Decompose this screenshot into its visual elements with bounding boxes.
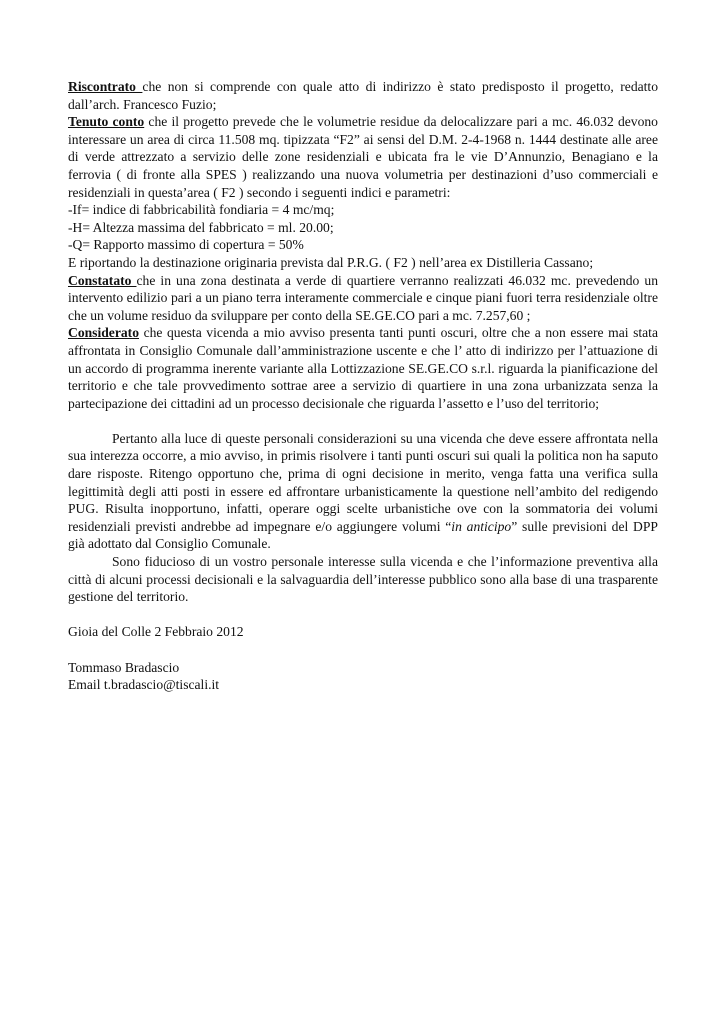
paragraph-constatato — [68, 272, 658, 325]
text-riscontrato: che non si comprende con quale atto di indirizzo è stato predisposto il progetto, redatto dall’arch. Francesco Fuzio; — [68, 79, 658, 112]
signature-name: Tommaso Bradascio — [68, 659, 180, 675]
parameter-h: -H= Altezza massima del fabbricato = ml. 20.00; — [68, 219, 334, 235]
spacer — [68, 606, 658, 624]
parameter-q: -Q= Rapporto massimo di copertura = 50% — [68, 237, 304, 253]
parameter-if: -If= indice di fabbricabilità fondiaria = 4 mc/mq; — [68, 202, 335, 218]
paragraph-riscontrato — [68, 78, 658, 113]
date-line: Gioia del Colle 2 Febbraio 2012 — [68, 624, 244, 640]
text-constatato: che in una zona destinata a verde di quartiere verranno realizzati 46.032 mc. prevedendo un intervento edilizio pari a un piano terra interamente commerciale e cinque piani fuori terra residenziale oltre che un volume residuo da sviluppare per conto della SE.GE.CO pari a mc. 7.257,60 ; — [68, 272, 658, 323]
paragraph-fiducioso: Sono fiducioso di un vostro personale interesse sulla vicenda e che l’informazione preventiva alla città di alcuni processi decisionali e la salvaguardia dell’interesse pubblico sono alla base di una trasparente gestione del territorio. — [68, 554, 658, 605]
text-tenuto-conto: che il progetto prevede che le volumetrie residue da delocalizzare pari a mc. 46.032 devono interessare un area di circa 11.508 mq. tipizzata “F2” ai sensi del D.M. 2-4-1968 n. 1444 destinate alle aree di verde attrezzato a servizio delle zone residenziali e ubicata fra le vie D’Annunzio, Benagiano e la ferrovia ( di fronte alla SPES ) realizzando una nuova volumetria per destinazioni d’uso commerciali e residenziali in questa’area ( F2 ) secondo i seguenti indici e parametri: — [68, 114, 658, 200]
spacer — [68, 641, 658, 659]
label-considerato: Considerato — [68, 325, 139, 341]
paragraph-pertanto — [68, 430, 658, 553]
text-considerato: che questa vicenda a mio avviso presenta tanti punti oscuri, oltre che a non essere mai stata affrontata in Consiglio Comunale dall’amministrazione uscente e che l’ atto di indirizzo per l’attuazione di un accordo di programma inerente variante alla Lottizzazione SE.GE.CO s.r.l. riguarda la pianificazione del territorio e che tale provvedimento sottrae aree a servizio di quartiere in una zona urbanizzata senza la partecipazione dei cittadini ad un processo decisionale che riguarda l’assetto e l’uso del territorio; — [68, 325, 658, 411]
text-pertanto-italic: in anticipo — [451, 518, 512, 534]
paragraph-tenuto-conto — [68, 113, 658, 201]
label-riscontrato: Riscontrato — [68, 79, 143, 94]
signature-email: Email t.bradascio@tiscali.it — [68, 677, 220, 693]
text-pertanto-before: Pertanto alla luce di queste personali considerazioni su una vicenda che deve essere affrontata nella sua interezza occorre, a mio avviso, in primis risolvere i tanti punti oscuri sui quali la politica non ha saputo dare risposte. Ritengo opportuno che, prima di ogni decisione in merito, venga fatta una verifica sulla legittimità degli atti posti in essere ed affrontare urbanisticamente la questione nell’ambito del redigendo PUG. Risulta inopportuno, infatti, operare oggi scelte urbanistiche ove con la sommatoria dei volumi residenziali previsti andrebbe ad impegnare e/o aggiungere volumi “ — [68, 430, 658, 534]
spacer — [68, 412, 658, 430]
label-tenuto-conto: Tenuto conto — [68, 114, 145, 130]
paragraph-considerato — [68, 324, 658, 412]
label-constatato: Constatato — [68, 272, 137, 288]
text-pertanto-after: ” sulle previsioni del DPP già adottato dal Consiglio Comunale. — [68, 518, 658, 552]
paragraph-destinazione: E riportando la destinazione originaria prevista dal P.R.G. ( F2 ) nell’area ex Distilleria Cassano; — [68, 254, 594, 270]
letter-body — [68, 78, 658, 694]
